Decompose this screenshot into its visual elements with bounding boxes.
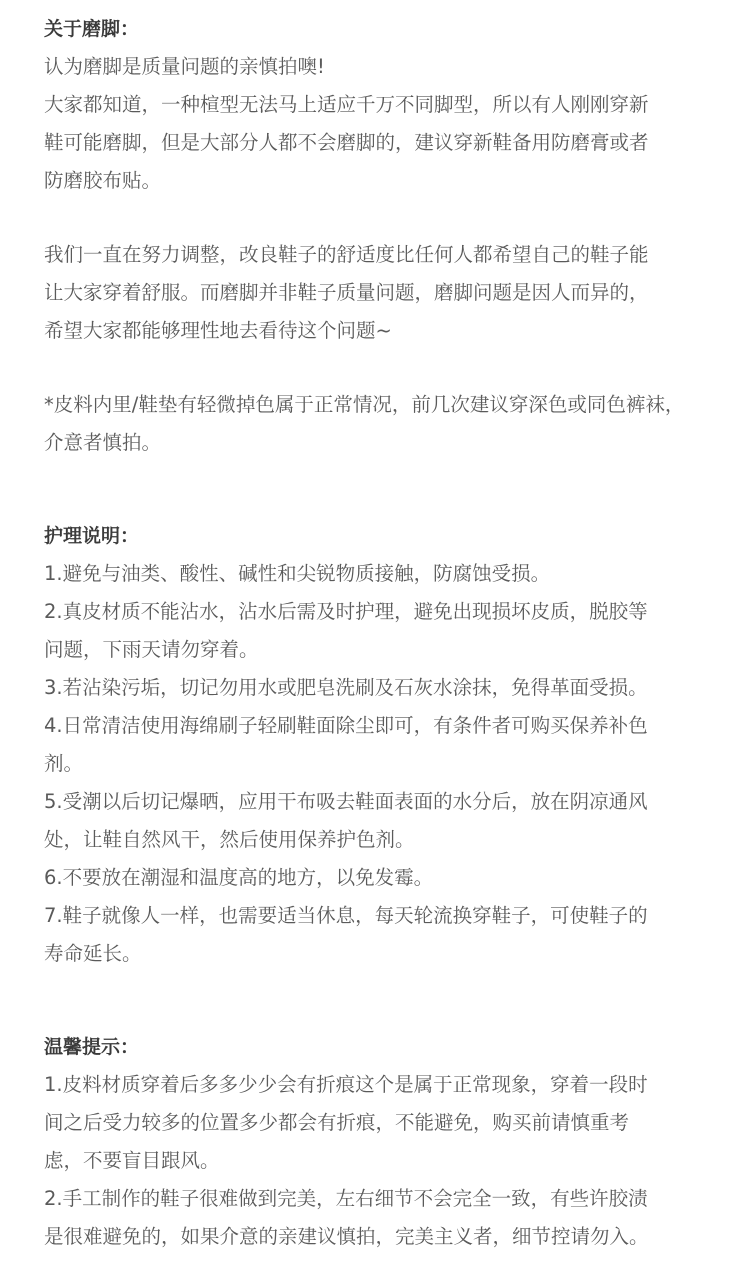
tips-line: 间之后受力较多的位置多少都会有折痕，不能避免，购买前请慎重考	[44, 1111, 630, 1134]
tips-line: 1.皮料材质穿着后多多少少会有折痕这个是属于正常现象，穿着一段时	[44, 1073, 648, 1096]
care-line: 剂。	[44, 752, 84, 775]
care-line: 6.不要放在潮湿和温度高的地方，以免发霉。	[44, 866, 434, 889]
care-line: 5.受潮以后切记爆晒，应用干布吸去鞋面表面的水分后，放在阴凉通风	[44, 790, 648, 813]
tips-line: 虑，不要盲目跟风。	[44, 1149, 220, 1172]
tips-line: 是很难避免的，如果介意的亲建议慎拍，完美主义者，细节控请勿入。	[44, 1225, 649, 1248]
care-line: 问题，下雨天请勿穿着。	[44, 638, 259, 661]
product-notice-document	[44, 10, 724, 1256]
section-title-tips: 温馨提示：	[44, 1036, 140, 1058]
text-line: 认为磨脚是质量问题的亲慎拍噢!	[44, 55, 325, 78]
note-line: 介意者慎拍。	[44, 431, 162, 454]
care-line: 4.日常清洁使用海绵刷子轻刷鞋面除尘即可，有条件者可购买保养补色	[44, 714, 648, 737]
paragraph-spacer	[44, 200, 724, 236]
care-line: 3.若沾染污垢，切记勿用水或肥皂洗刷及石灰水涂抹，免得革面受损。	[44, 676, 648, 699]
text-line: 我们一直在努力调整，改良鞋子的舒适度比任何人都希望自己的鞋子能	[44, 243, 649, 266]
care-line: 1.避免与油类、酸性、碱性和尖锐物质接触，防腐蚀受损。	[44, 562, 551, 585]
care-line: 7.鞋子就像人一样，也需要适当休息，每天轮流换穿鞋子，可使鞋子的	[44, 904, 648, 927]
paragraph-spacer	[44, 350, 724, 386]
text-line: 防磨胶布贴。	[44, 169, 162, 192]
text-line: 让大家穿着舒服。而磨脚并非鞋子质量问题，磨脚问题是因人而异的，	[44, 281, 649, 304]
care-line: 处，让鞋自然风干，然后使用保养护色剂。	[44, 828, 415, 851]
text-line: 鞋可能磨脚，但是大部分人都不会磨脚的，建议穿新鞋备用防磨膏或者	[44, 131, 649, 154]
care-line: 寿命延长。	[44, 942, 142, 965]
care-line: 2.真皮材质不能沾水，沾水后需及时护理，避免出现损坏皮质，脱胶等	[44, 600, 648, 623]
note-line: *皮料内里/鞋垫有轻微掉色属于正常情况，前几次建议穿深色或同色裤袜，	[44, 393, 685, 416]
text-line: 大家都知道，一种楦型无法马上适应千万不同脚型，所以有人刚刚穿新	[44, 93, 649, 116]
section-title-about-blisters: 关于磨脚：	[44, 18, 140, 40]
section-title-care: 护理说明：	[44, 525, 140, 547]
tips-line: 2.手工制作的鞋子很难做到完美，左右细节不会完全一致，有些许胶渍	[44, 1187, 648, 1210]
section-spacer	[44, 973, 724, 1028]
text-line: 希望大家都能够理性地去看待这个问题~	[44, 319, 392, 342]
section-spacer	[44, 462, 724, 517]
